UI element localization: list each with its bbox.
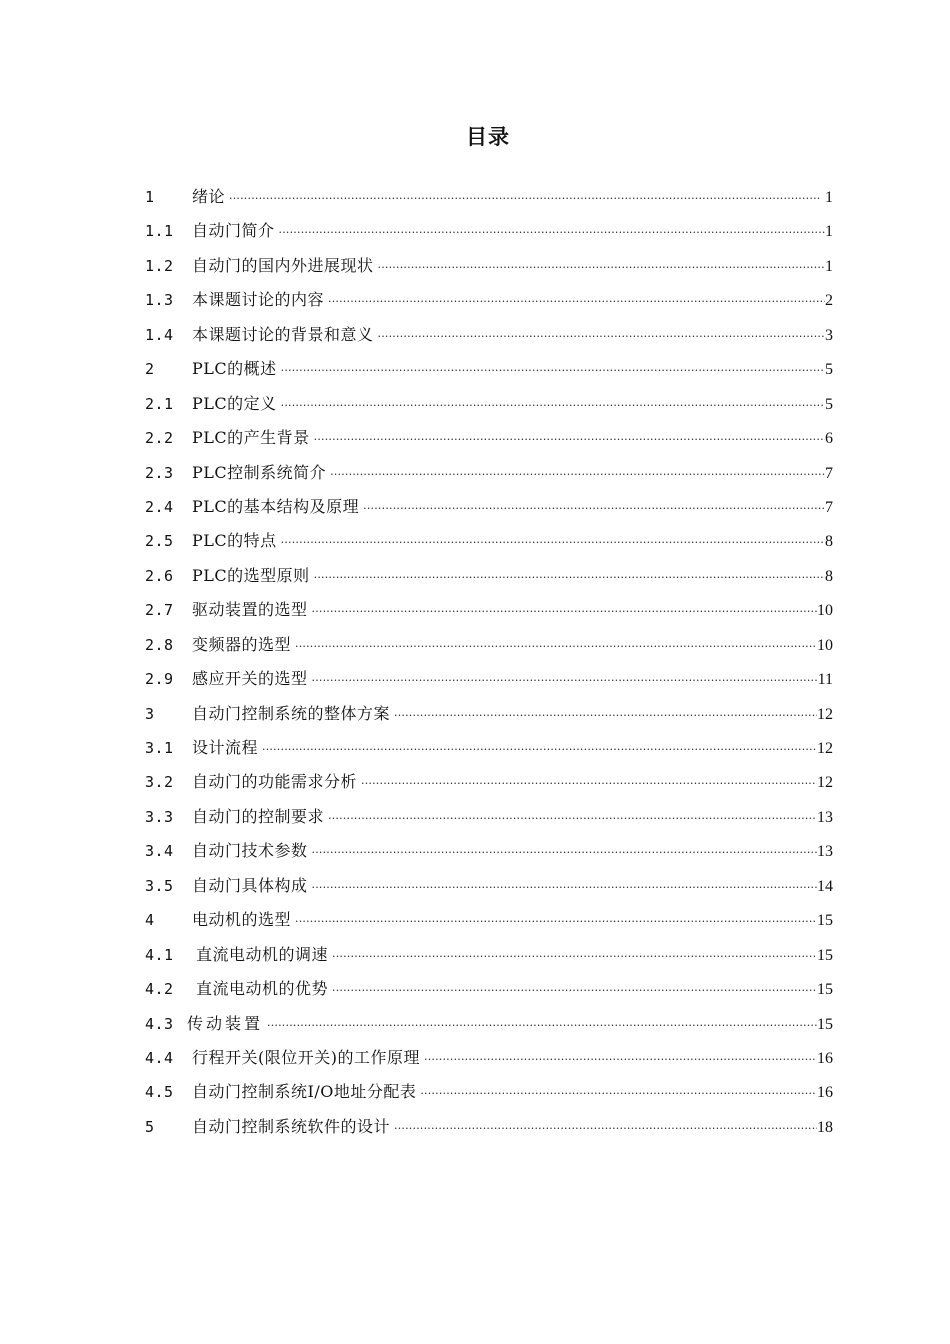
toc-dot-leader: [328, 285, 825, 319]
toc-entry[interactable]: [145, 456, 833, 490]
toc-entry-number: 1.4: [145, 325, 174, 344]
toc-entry[interactable]: [145, 869, 833, 903]
toc-dot-leader: [295, 630, 817, 664]
toc-dot-leader: [295, 905, 817, 939]
toc-dot-leader: [363, 492, 825, 526]
toc-entry-page: 12: [817, 705, 833, 723]
toc-entry-title: 设计流程: [192, 738, 259, 757]
toc-entry-page: 8: [825, 567, 833, 585]
toc-entry-number: 2.8: [145, 635, 174, 654]
toc-entry-number: 2.2: [145, 429, 174, 448]
toc-entry-page: 5: [825, 395, 833, 413]
toc-dot-leader: [229, 182, 825, 216]
toc-entry[interactable]: [145, 559, 833, 593]
toc-entry[interactable]: [145, 628, 833, 662]
toc-dot-leader: [378, 251, 825, 285]
toc-entry-number: 1.1: [145, 222, 174, 241]
toc-entry-page: 6: [825, 430, 833, 448]
toc-entry-page: 11: [817, 671, 833, 689]
toc-dot-leader: [378, 320, 825, 354]
toc-entry[interactable]: [145, 318, 833, 352]
toc-entry-title: 自动门控制系统软件的设计: [192, 1116, 391, 1136]
toc-entry-title: 自动门控制系统的整体方案: [192, 703, 391, 723]
toc-entry[interactable]: [145, 593, 833, 627]
toc-entry-page: 1: [825, 223, 833, 241]
toc-entry[interactable]: [145, 352, 833, 386]
toc-entry-page: 2: [825, 292, 833, 310]
toc-entry-title: 绪论: [192, 187, 226, 206]
toc-entry-title: PLC控制系统简介: [192, 462, 327, 482]
toc-dot-leader: [394, 699, 817, 733]
toc-entry-page: 13: [817, 843, 833, 861]
toc-dot-leader: [312, 595, 817, 629]
toc-dot-leader: [312, 871, 817, 905]
toc-entry-title: 行程开关(限位开关)的工作原理: [192, 1047, 420, 1067]
toc-dot-leader: [267, 1009, 817, 1043]
toc-entry-title: PLC的定义: [192, 393, 277, 413]
toc-entry-title: 自动门的控制要求: [192, 806, 325, 826]
toc-entry-page: 15: [817, 912, 833, 930]
toc-dot-leader: [281, 526, 825, 560]
toc-dot-leader: [330, 458, 825, 492]
toc-entry[interactable]: [145, 180, 833, 214]
toc-entry-title: 自动门控制系统I/O地址分配表: [192, 1082, 417, 1102]
toc-entry-title: 本课题讨论的内容: [192, 290, 325, 310]
toc-entry-title: PLC的特点: [192, 531, 277, 551]
toc-entry-title: 自动门具体构成: [192, 875, 308, 895]
toc-entry-page: 8: [825, 533, 833, 551]
toc-entry-number: 4.1: [145, 945, 174, 964]
toc-entry[interactable]: [145, 524, 833, 558]
toc-entry[interactable]: [145, 421, 833, 455]
toc-dot-leader: [332, 974, 817, 1008]
toc-entry[interactable]: [145, 1007, 833, 1041]
toc-entry-number: 3: [145, 704, 155, 723]
toc-entry-page: 12: [817, 740, 833, 757]
toc-entry-title: 驱动装置的选型: [192, 600, 308, 620]
toc-entry-number: 2.4: [145, 497, 174, 516]
toc-list: [145, 180, 833, 1144]
toc-dot-leader: [312, 836, 817, 870]
toc-entry-title: 直流电动机的调速: [196, 944, 329, 964]
toc-entry-page: 10: [817, 602, 833, 620]
toc-entry-number: 4.4: [145, 1048, 174, 1067]
toc-dot-leader: [420, 1077, 817, 1111]
toc-entry-page: 16: [817, 1084, 833, 1102]
toc-entry-page: 15: [817, 1015, 833, 1033]
toc-entry-number: 2.7: [145, 601, 174, 620]
toc-entry[interactable]: [145, 1110, 833, 1144]
toc-entry[interactable]: [145, 800, 833, 834]
toc-entry[interactable]: [145, 1041, 833, 1075]
toc-entry-title: PLC的选型原则: [192, 565, 310, 585]
toc-entry[interactable]: [145, 1075, 833, 1109]
toc-dot-leader: [328, 802, 817, 836]
toc-entry-title: PLC的概述: [192, 359, 277, 379]
toc-entry-number: 5: [145, 1117, 155, 1136]
toc-entry-title: 变频器的选型: [192, 634, 292, 654]
toc-entry[interactable]: [145, 249, 833, 283]
toc-entry-number: 4.5: [145, 1083, 174, 1102]
toc-entry[interactable]: [145, 834, 833, 868]
toc-entry-number: 2: [145, 360, 155, 379]
toc-entry-number: 2.5: [145, 532, 174, 551]
toc-entry-title: PLC的产生背景: [192, 428, 310, 448]
toc-entry-title: 传动装置: [187, 1013, 264, 1033]
toc-entry-number: 3.3: [145, 807, 174, 826]
toc-entry-number: 3.1: [145, 739, 174, 757]
toc-entry-page: 12: [817, 774, 833, 792]
toc-entry-title: 自动门的国内外进展现状: [192, 255, 374, 275]
toc-entry-title: 本课题讨论的背景和意义: [192, 324, 374, 344]
toc-entry-page: 1: [825, 189, 833, 206]
toc-entry[interactable]: [145, 903, 833, 937]
toc-entry-title: 自动门技术参数: [192, 841, 308, 861]
toc-entry-page: 15: [817, 946, 833, 964]
toc-entry-number: 3.4: [145, 842, 174, 861]
toc-entry[interactable]: [145, 938, 833, 972]
toc-entry-number: 2.6: [145, 566, 174, 585]
toc-entry[interactable]: [145, 972, 833, 1006]
toc-entry-number: 2.3: [145, 463, 174, 482]
toc-entry-number: 4.2: [145, 980, 174, 999]
toc-dot-leader: [314, 423, 825, 457]
toc-entry-page: 18: [817, 1118, 833, 1136]
toc-entry-number: 4: [145, 911, 155, 930]
toc-entry-number: 4.3: [145, 1014, 174, 1033]
toc-entry-title: 自动门的功能需求分析: [192, 772, 358, 792]
toc-entry-number: 1.2: [145, 256, 174, 275]
toc-entry-page: 15: [817, 981, 833, 999]
toc-entry-number: 3.5: [145, 876, 174, 895]
toc-entry-title: 感应开关的选型: [192, 669, 308, 689]
toc-entry[interactable]: [145, 697, 833, 731]
toc-entry[interactable]: [145, 490, 833, 524]
toc-entry-page: 10: [817, 636, 833, 654]
toc-entry-number: 1: [145, 188, 155, 206]
toc-entry-page: 5: [825, 361, 833, 379]
toc-entry-page: 7: [825, 498, 833, 516]
toc-entry-page: 3: [825, 326, 833, 344]
toc-entry-number: 1.3: [145, 291, 174, 310]
toc-entry[interactable]: [145, 283, 833, 317]
toc-dot-leader: [424, 1043, 817, 1077]
toc-dot-leader: [279, 216, 825, 250]
toc-dot-leader: [332, 940, 817, 974]
toc-entry-number: 2.9: [145, 670, 174, 689]
toc-dot-leader: [262, 733, 817, 767]
toc-entry-page: 13: [817, 808, 833, 826]
toc-entry[interactable]: [145, 765, 833, 799]
toc-entry-title: 电动机的选型: [192, 910, 292, 930]
toc-dot-leader: [281, 354, 825, 388]
toc-entry-title: 直流电动机的优势: [196, 979, 329, 999]
toc-entry-page: 16: [817, 1049, 833, 1067]
toc-dot-leader: [281, 389, 825, 423]
toc-entry-title: PLC的基本结构及原理: [192, 496, 360, 516]
toc-entry-number: 3.2: [145, 773, 174, 792]
toc-entry-page: 14: [817, 877, 833, 895]
toc-entry[interactable]: [145, 214, 833, 248]
toc-entry[interactable]: [145, 387, 833, 421]
toc-entry-page: 7: [825, 464, 833, 482]
toc-dot-leader: [312, 664, 818, 698]
toc-dot-leader: [394, 1112, 817, 1146]
toc-dot-leader: [314, 561, 825, 595]
toc-dot-leader: [361, 767, 817, 801]
toc-entry-title: 自动门简介: [192, 221, 275, 241]
toc-entry[interactable]: [145, 731, 833, 765]
toc-entry-number: 2.1: [145, 394, 174, 413]
toc-entry-page: 1: [825, 257, 833, 275]
page-title: 目录: [466, 125, 510, 149]
toc-entry[interactable]: [145, 662, 833, 696]
